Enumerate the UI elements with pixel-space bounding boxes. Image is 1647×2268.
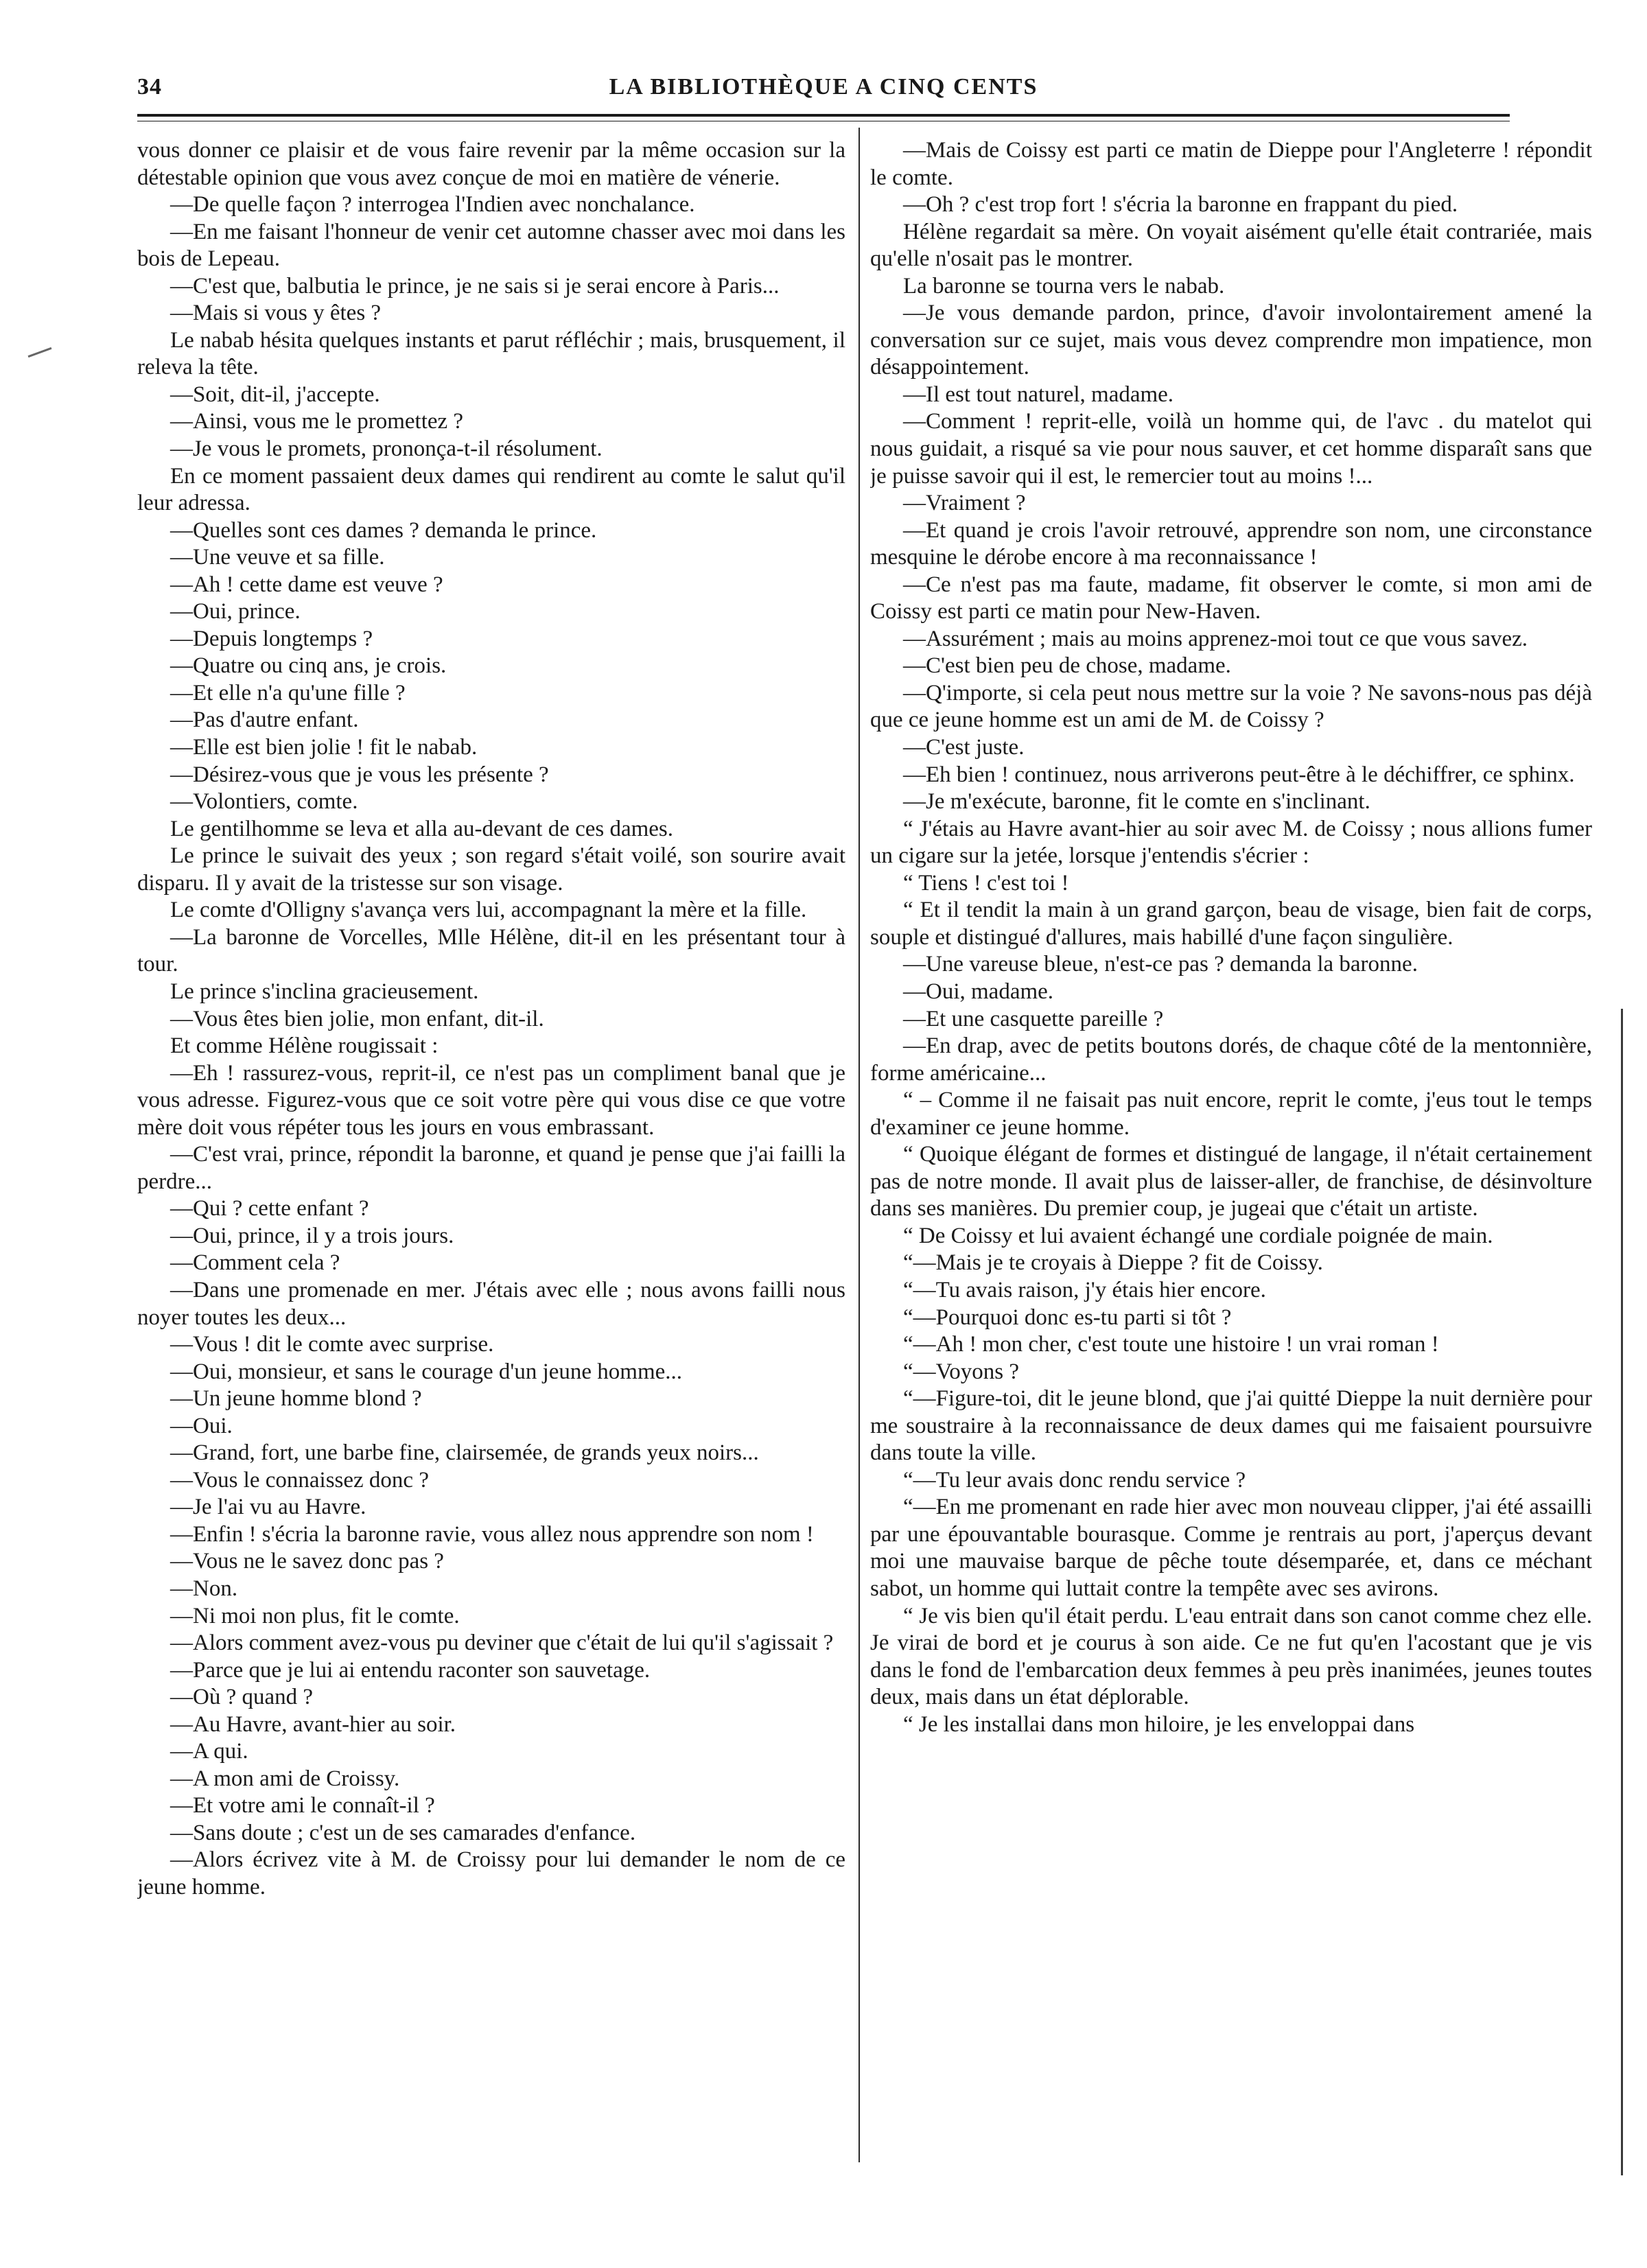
paragraph: Le nabab hésita quelques instants et parut réfléchir ; mais, brusquement, il releva la tête. [137,327,845,380]
paragraph: —Qui ? cette enfant ? [170,1196,369,1221]
paragraph: —Désirez-vous que je vous les présente ? [170,762,549,787]
page-header [137,74,1510,108]
paragraph: —Je vous demande pardon, prince, d'avoir involontairement amené la conversation sur ce sujet, mais vous devez comprendre mon impatience, mon désappointement. [870,301,1592,380]
paragraph: —De quelle façon ? interrogea l'Indien avec nonchalance. [170,192,695,218]
paragraph: “—Figure-toi, dit le jeune blond, que j'ai quitté Dieppe la nuit dernière pour me soustraire à la reconnaissance de deux dames qui me faisaient poursuivre dans toute la ville. [870,1386,1592,1466]
paragraph: —Sans doute ; c'est un de ses camarades d'enfance. [170,1820,636,1845]
paragraph: —Ah ! cette dame est veuve ? [170,572,443,597]
left-column [137,137,845,2189]
paragraph: “—Voyons ? [903,1359,1019,1384]
running-title: LA BIBLIOTHÈQUE A CINQ CENTS [609,74,1038,100]
paragraph: —Mais de Coissy est parti ce matin de Dieppe pour l'Angleterre ! répondit le comte. [870,138,1592,190]
paragraph: La baronne se tourna vers le nabab. [903,273,1225,299]
paragraph: —Vraiment ? [903,491,1026,516]
paragraph: —Une vareuse bleue, n'est-ce pas ? demanda la baronne. [903,952,1418,977]
paragraph: —Eh ! rassurez-vous, reprit-il, ce n'est pas un compliment banal que je vous adresse. Figurez-vous que ce soit votre père qui vous dise ce que votre mère doit vous répéter tous les jours en vous embrassant. [137,1060,845,1140]
paragraph: —Et votre ami le connaît-il ? [170,1793,435,1819]
header-rule-thick [137,114,1510,117]
paragraph: “—En me promenant en rade hier avec mon nouveau clipper, j'ai été assailli par une épouvantable bourasque. Comme je rentrais au port, j'aperçus devant moi une mauvaise barque de pêche toute désemparée, et, dans ce méchant sabot, un homme qui luttait contre la tempête avec ses avirons. [870,1495,1592,1601]
paragraph: —A mon ami de Croissy. [170,1766,400,1791]
paragraph: “—Mais je te croyais à Dieppe ? fit de Coissy. [903,1250,1323,1276]
paragraph: —Il est tout naturel, madame. [903,382,1174,407]
paragraph: —Oui, prince, il y a trois jours. [170,1223,454,1248]
paragraph: Et comme Hélène rougissait : [170,1033,439,1059]
column-divider [858,128,860,2162]
paragraph: —Je vous le promets, prononça-t-il résolument. [170,436,603,462]
paragraph: —Eh bien ! continuez, nous arriverons peut-être à le déchiffrer, ce sphinx. [903,762,1575,787]
paragraph: “—Ah ! mon cher, c'est toute une histoire ! un vrai roman ! [903,1332,1439,1357]
paragraph: —Depuis longtemps ? [170,626,373,651]
paragraph: —Ni moi non plus, fit le comte. [170,1603,460,1628]
paragraph: “ Quoique élégant de formes et distingué de langage, il n'était certainement pas de notre monde. Il avait plus de laisser-aller, de franchise, de désinvolture dans ses manières. Du premier coup, je jugeai que c'était un artiste. [870,1142,1592,1221]
margin-scan-bar [1621,1009,1623,2175]
paragraph: —Quelles sont ces dames ? demanda le prince. [170,517,597,543]
paragraph: —Oui, monsieur, et sans le courage d'un jeune homme... [170,1359,683,1384]
paragraph: —Parce que je lui ai entendu raconter son sauvetage. [170,1657,651,1683]
paragraph: “ Je vis bien qu'il était perdu. L'eau entrait dans son canot comme chez elle. Je virai de bord et je courus à son aide. Ce ne fut qu'en l'acostant que je vis dans le fond de l'embarcation deux femmes à peu près inanimées, jeunes toutes deux, mais dans un état déplorable. [870,1603,1592,1710]
paragraph: “—Tu avais raison, j'y étais hier encore. [903,1277,1266,1302]
paragraph: —Vous ! dit le comte avec surprise. [170,1332,494,1357]
paragraph: —Comment cela ? [170,1250,340,1276]
paragraph: —Oui. [170,1413,233,1438]
paragraph: —Comment ! reprit-elle, voilà un homme qui, de l'avc . du matelot qui nous guidait, a risqué sa vie pour nous sauver, et cet homme disparaît sans que je puisse savoir qui il est, le remercier tout au moins !... [870,409,1592,489]
paragraph: —Je m'exécute, baronne, fit le comte en s'inclinant. [903,789,1370,815]
paragraph: —Une veuve et sa fille. [170,545,385,570]
paragraph: —C'est bien peu de chose, madame. [903,653,1231,679]
paragraph: —Assurément ; mais au moins apprenez-moi tout ce que vous savez. [903,626,1528,651]
paragraph: —Vous le connaissez donc ? [170,1467,429,1493]
paragraph: —Vous ne le savez donc pas ? [170,1549,444,1574]
paragraph: —Enfin ! s'écria la baronne ravie, vous allez nous apprendre son nom ! [170,1521,814,1547]
paragraph: —Alors comment avez-vous pu deviner que c'était de lui qu'il s'agissait ? [170,1630,834,1656]
paragraph: “ Je les installai dans mon hiloire, je les enveloppai dans [903,1711,1415,1737]
paragraph: —Non. [170,1576,238,1601]
paragraph: —Oh ? c'est trop fort ! s'écria la baronne en frappant du pied. [903,192,1458,218]
paragraph: “—Tu leur avais donc rendu service ? [903,1467,1246,1493]
paragraph: —La baronne de Vorcelles, Mlle Hélène, dit-il en les présentant tour à tour. [137,924,845,977]
paragraph: —Et elle n'a qu'une fille ? [170,680,406,705]
paragraph: —Oui, madame. [903,979,1054,1004]
paragraph: En ce moment passaient deux dames qui rendirent au comte le salut qu'il leur adressa. [137,463,845,516]
paragraph: —Alors écrivez vite à M. de Croissy pour lui demander le nom de ce jeune homme. [137,1847,845,1899]
page-number: 34 [137,74,162,100]
paragraph: —Et une casquette pareille ? [903,1006,1164,1031]
paragraph: —Q'importe, si cela peut nous mettre sur la voie ? Ne savons-nous pas déjà que ce jeune homme est un ami de M. de Coissy ? [870,680,1592,733]
paragraph: —Dans une promenade en mer. J'étais avec elle ; nous avons failli nous noyer toutes les deux... [137,1277,845,1330]
margin-pen-mark [28,347,52,358]
paragraph: —Grand, fort, une barbe fine, clairsemée, de grands yeux noirs... [170,1440,759,1466]
paragraph: —Et quand je crois l'avoir retrouvé, apprendre son nom, une circonstance mesquine le dérobe encore à ma reconnaissance ! [870,517,1592,570]
right-column [870,137,1592,2189]
paragraph: —Où ? quand ? [170,1685,314,1710]
paragraph: —Mais si vous y êtes ? [170,301,382,326]
paragraph: —Volontiers, comte. [170,789,358,815]
paragraph: “ De Coissy et lui avaient échangé une cordiale poignée de main. [903,1223,1493,1248]
paragraph: —A qui. [170,1739,248,1764]
paragraph: —Soit, dit-il, j'accepte. [170,382,380,407]
paragraph: —C'est vrai, prince, répondit la baronne, et quand je pense que j'ai failli la perdre... [137,1142,845,1194]
paragraph: “ – Comme il ne faisait pas nuit encore, reprit le comte, j'eus tout le temps d'examiner ce jeune homme. [870,1088,1592,1140]
paragraph: —Quatre ou cinq ans, je crois. [170,653,447,679]
paragraph: —Ainsi, vous me le promettez ? [170,409,464,434]
paragraph: Hélène regardait sa mère. On voyait aisément qu'elle était contrariée, mais qu'elle n'osait pas le montrer. [870,219,1592,272]
paragraph: Le gentilhomme se leva et alla au-devant de ces dames. [170,816,674,841]
paragraph: —Au Havre, avant-hier au soir. [170,1711,456,1737]
paragraph: Le comte d'Olligny s'avança vers lui, accompagnant la mère et la fille. [170,898,807,923]
paragraph: Le prince le suivait des yeux ; son regard s'était voilé, son sourire avait disparu. Il y avait de la tristesse sur son visage. [137,843,845,896]
paragraph: —Pas d'autre enfant. [170,708,359,733]
paragraph: “ Et il tendit la main à un grand garçon, beau de visage, bien fait de corps, souple et distingué d'allures, mais habillé d'une façon singulière. [870,898,1592,950]
paragraph: —Elle est bien jolie ! fit le nabab. [170,735,478,760]
paragraph: “ Tiens ! c'est toi ! [903,870,1069,896]
paragraph: —En me faisant l'honneur de venir cet automne chasser avec moi dans les bois de Lepeau. [137,219,845,272]
paragraph: —Vous êtes bien jolie, mon enfant, dit-il. [170,1006,544,1031]
paragraph: —C'est que, balbutia le prince, je ne sais si je serai encore à Paris... [170,273,780,299]
paragraph: —Oui, prince. [170,599,301,624]
paragraph: vous donner ce plaisir et de vous faire revenir par la même occasion sur la détestable opinion que vous avez conçue de moi en matière de vénerie. [137,138,845,190]
paragraph: —Un jeune homme blond ? [170,1386,422,1412]
paragraph: —Ce n'est pas ma faute, madame, fit observer le comte, si mon ami de Coissy est parti ce matin pour New-Haven. [870,572,1592,624]
paragraph: —C'est juste. [903,735,1025,760]
paragraph: “ J'étais au Havre avant-hier au soir avec M. de Coissy ; nous allions fumer un cigare sur la jetée, lorsque j'entendis s'écrier : [870,816,1592,869]
paragraph: —En drap, avec de petits boutons dorés, de chaque côté de la mentonnière, forme américaine... [870,1033,1592,1086]
paragraph: —Je l'ai vu au Havre. [170,1495,366,1520]
paragraph: “—Pourquoi donc es-tu parti si tôt ? [903,1305,1232,1330]
paragraph: Le prince s'inclina gracieusement. [170,979,479,1004]
